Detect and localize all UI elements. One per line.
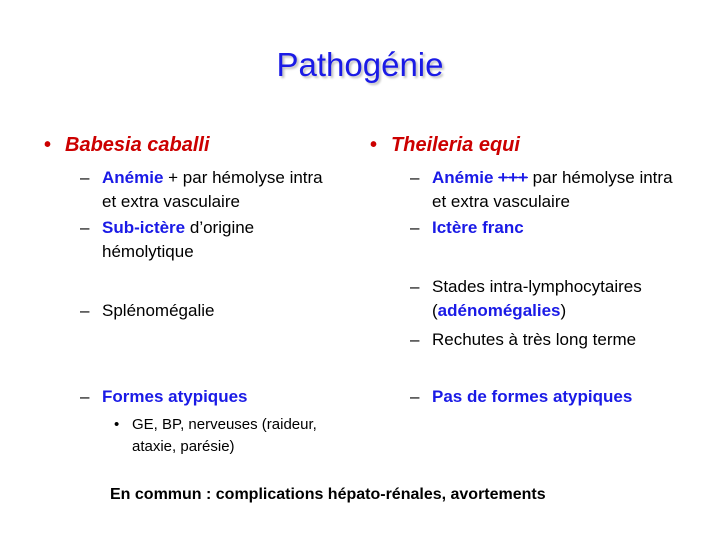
left-subitem-text: GE, BP, nerveuses (raideur, ataxie, parésie) bbox=[132, 416, 317, 455]
bullet-icon: • bbox=[44, 134, 52, 156]
dash-icon: – bbox=[80, 387, 90, 406]
dash-icon: – bbox=[410, 277, 420, 296]
right-item-anemie bbox=[410, 166, 690, 214]
left-item-formes-atypiques bbox=[80, 385, 340, 409]
right-stades-text: Stades intra-lymphocytaires ( bbox=[432, 277, 642, 320]
right-stades-close: ) bbox=[560, 301, 567, 320]
right-item-pas-formes bbox=[410, 385, 695, 409]
right-heading bbox=[370, 134, 520, 157]
footer-note: En commun : complications hépato-rénales, avortements bbox=[110, 486, 546, 503]
right-item-stades bbox=[410, 275, 695, 323]
bullet-icon: • bbox=[114, 416, 120, 433]
right-ictere-text: Ictère franc bbox=[432, 218, 524, 237]
right-rechutes-text: Rechutes à très long terme bbox=[432, 330, 637, 349]
dash-icon: – bbox=[80, 301, 90, 320]
right-pas-formes-text: Pas de formes atypiques bbox=[432, 387, 633, 406]
right-anemie-label: Anémie bbox=[432, 168, 494, 187]
dash-icon: – bbox=[410, 387, 420, 406]
dash-icon: – bbox=[80, 218, 90, 237]
left-item-splenomegalie bbox=[80, 299, 340, 323]
right-heading-text: Theileria equi bbox=[391, 134, 520, 156]
right-anemie-plus: +++ bbox=[498, 168, 528, 187]
right-item-rechutes bbox=[410, 328, 695, 352]
left-anemie-desc: + par hémolyse intra et extra vasculaire bbox=[102, 168, 323, 211]
right-adenomegalies-label: adénomégalies bbox=[437, 301, 561, 320]
bullet-icon: • bbox=[370, 134, 378, 156]
left-splenomegalie-text: Splénomégalie bbox=[102, 301, 215, 320]
dash-icon: – bbox=[410, 330, 420, 349]
left-formes-atypiques-text: Formes atypiques bbox=[102, 387, 248, 406]
left-heading bbox=[44, 134, 210, 157]
left-subictere-label: Sub-ictère bbox=[102, 218, 186, 237]
left-item-anemie bbox=[80, 166, 340, 214]
right-anemie-desc: par hémolyse intra et extra vasculaire bbox=[432, 168, 673, 211]
left-subitem-ge-bp bbox=[114, 414, 334, 458]
left-anemie-label: Anémie bbox=[102, 168, 164, 187]
dash-icon: – bbox=[80, 168, 90, 187]
dash-icon: – bbox=[410, 218, 420, 237]
left-subictere-desc: d’origine hémolytique bbox=[102, 218, 255, 261]
dash-icon: – bbox=[410, 168, 420, 187]
left-heading-text: Babesia caballi bbox=[65, 134, 210, 156]
right-item-ictere bbox=[410, 216, 690, 240]
page-title: Pathogénie bbox=[276, 46, 444, 83]
left-item-subictere bbox=[80, 216, 310, 264]
